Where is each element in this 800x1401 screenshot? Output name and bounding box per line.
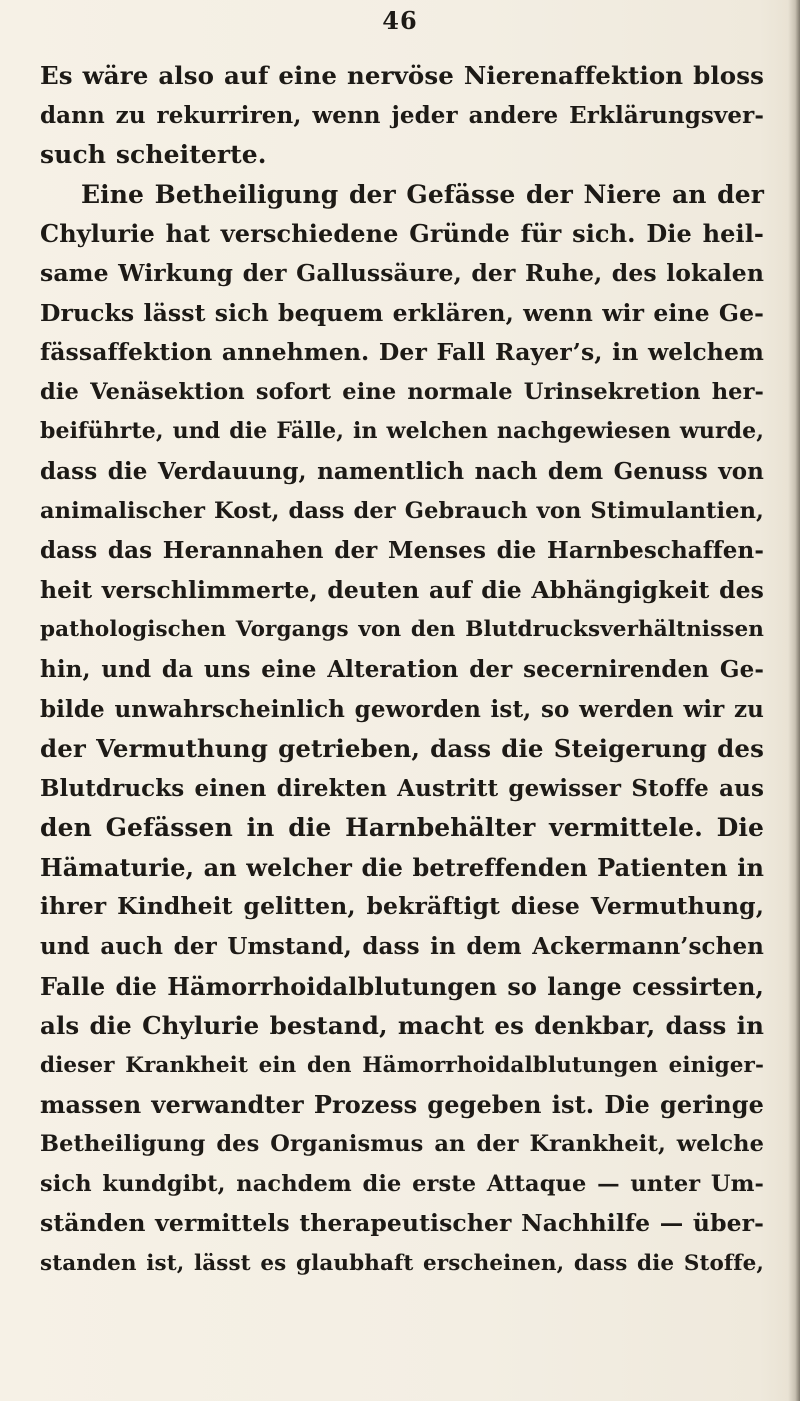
text-line: als die Chylurie bestand, macht es denkbar, dass in <box>40 1011 764 1041</box>
text-line: Drucks lässt sich bequem erklären, wenn wir eine Ge- <box>40 298 765 327</box>
text-line: hin, und da uns eine Alteration der secernirenden Ge- <box>40 655 764 683</box>
text-line: Falle die Hämorrhoidalblutungen so lange cessirten, <box>40 971 764 1001</box>
text-line: massen verwandter Prozess gegeben ist. Die geringe <box>40 1090 764 1120</box>
text-line: dieser Krankheit ein den Hämorrhoidalblutungen einiger- <box>40 1052 764 1078</box>
text-line: dass das Herannahen der Menses die Harnbeschaffen- <box>40 537 764 565</box>
text-line: Hämaturie, an welcher die betreffenden Patienten in <box>40 852 764 882</box>
page-number: 46 <box>382 6 418 35</box>
text-line: heit verschlimmerte, deuten auf die Abhängigkeit des <box>40 575 764 604</box>
text-line: same Wirkung der Gallussäure, der Ruhe, des lokalen <box>40 258 764 287</box>
text-line: der Vermuthung getrieben, dass die Steigerung des <box>40 734 764 764</box>
text-line: Es wäre also auf eine nervöse Nierenaffektion bloss <box>40 61 764 90</box>
text-line: dass die Verdauung, namentlich nach dem Genuss von <box>40 457 764 485</box>
text-line: ständen vermittels therapeutischer Nachhilfe — über- <box>40 1209 764 1238</box>
text-line: Betheiligung des Organismus an der Krankheit, welche <box>40 1131 764 1158</box>
text-line: pathologischen Vorgangs von den Blutdrucksverhältnissen <box>40 617 764 643</box>
text-line: sich kundgibt, nachdem die erste Attaque — unter Um- <box>40 1170 764 1197</box>
text-line: bilde unwahrscheinlich geworden ist, so werden wir zu <box>40 695 764 723</box>
text-line: Blutdrucks einen direkten Austritt gewisser Stoffe aus <box>40 774 764 802</box>
page-edge-shadow <box>788 0 800 1401</box>
text-line: dann zu rekurriren, wenn jeder andere Erklärungsver- <box>40 101 764 129</box>
text-line: ihrer Kindheit gelitten, bekräftigt diese Vermuthung, <box>40 892 764 921</box>
text-line: fässaffektion annehmen. Der Fall Rayer’s, in welchem <box>40 338 764 367</box>
text-line: such scheiterte. <box>40 140 267 170</box>
text-line: standen ist, lässt es glaubhaft erscheinen, dass die Stoffe, <box>40 1250 764 1276</box>
text-line: die Venäsektion sofort eine normale Urinsekretion her- <box>40 378 764 405</box>
text-line: den Gefässen in die Harnbehälter vermittele. Die <box>40 813 764 843</box>
text-line: Eine Betheiligung der Gefässe der Niere an der <box>81 179 764 209</box>
text-line: und auch der Umstand, dass in dem Ackermann’schen <box>40 933 764 961</box>
body-text <box>40 56 764 1283</box>
text-line: beiführte, und die Fälle, in welchen nachgewiesen wurde, <box>40 418 764 445</box>
text-line: animalischer Kost, dass der Gebrauch von Stimulantien, <box>40 497 764 524</box>
text-line: Chylurie hat verschiedene Gründe für sich. Die heil- <box>40 219 764 249</box>
